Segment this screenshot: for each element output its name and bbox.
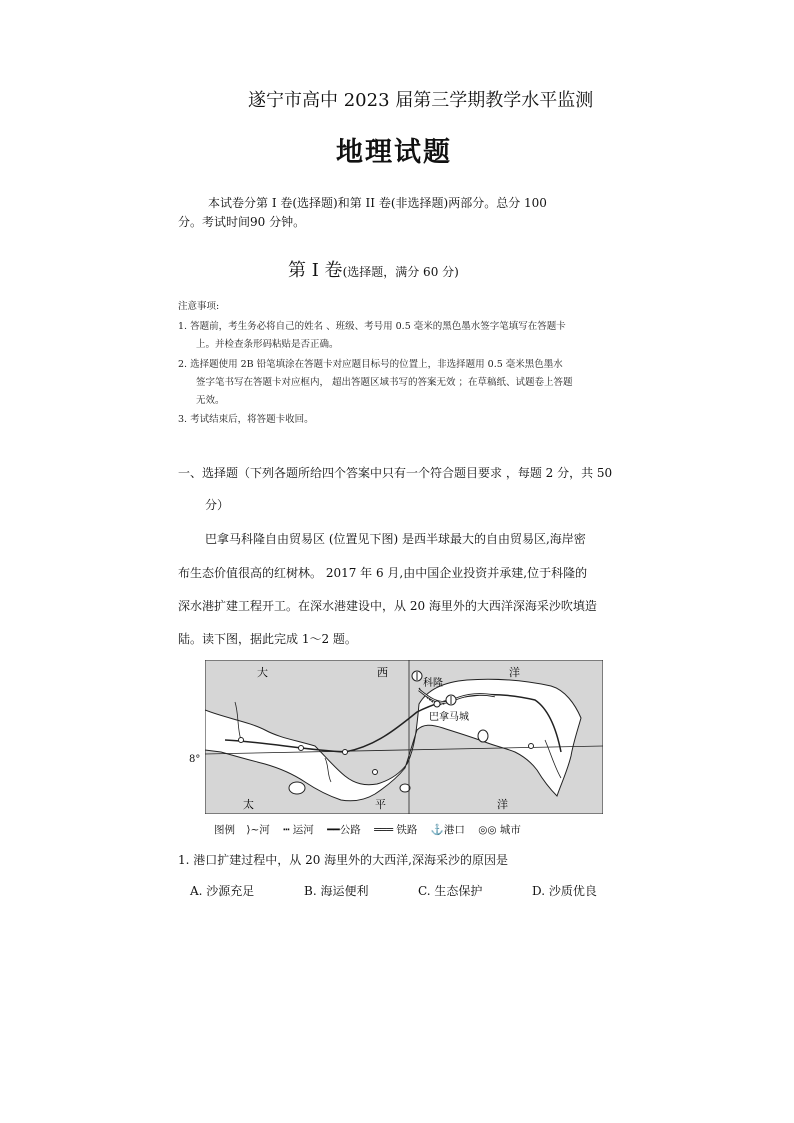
legend-title: 图例 <box>214 824 235 836</box>
notice-item: 1. 答题前，考生务必将自己的姓名 、班级、考号用 0.5 毫米的黑色墨水签字笔填写在答题卡 <box>178 321 566 332</box>
map-label-ocean: 洋 <box>497 798 508 811</box>
intro-line-2: 分。考试时间90 分钟。 <box>178 215 306 229</box>
notice-item: 签字笔书写在答题卡对应框内， 超出答题区域书写的答案无效 ；在草稿纸、试题卷上答题 <box>196 377 573 388</box>
option-c: C. 生态保护 <box>418 884 483 898</box>
map-label-ocean: 西 <box>377 666 388 679</box>
city-marker <box>529 744 534 749</box>
notice-item: 上。并检查条形码粘贴是否正确。 <box>196 339 339 350</box>
legend-railway: 铁路 <box>396 824 418 836</box>
island <box>289 782 305 794</box>
passage-line: 陆。读下图，据此完成 1～2 题。 <box>178 632 357 646</box>
latitude-label: 8° <box>189 754 201 765</box>
questions-section-line-2: 分） <box>205 498 230 512</box>
notice-item: 3. 考试结束后，将答题卡收回。 <box>178 414 314 425</box>
passage-line: 深水港扩建工程开工。在深水港建设中，从 20 海里外的大西洋深海采沙吹填造 <box>178 599 597 613</box>
notice-item: 无效。 <box>196 395 225 406</box>
map-label-ocean: 平 <box>375 798 386 811</box>
island <box>400 784 410 792</box>
city-marker <box>434 701 440 707</box>
canal-legend-icon: ┅ <box>283 824 290 836</box>
legend-port: 港口 <box>443 824 465 836</box>
road-legend-icon: ━━ <box>327 824 340 836</box>
city-marker <box>299 746 304 751</box>
intro-line-1: 本试卷分第 I 卷(选择题)和第 II 卷(非选择题)两部分。总分 100 <box>208 196 547 210</box>
port-legend-icon: ⚓ <box>430 824 444 836</box>
legend-canal: 运河 <box>292 824 314 836</box>
question-1-stem: 1. 港口扩建过程中，从 20 海里外的大西洋,深海采沙的原因是 <box>178 853 508 867</box>
island <box>478 730 488 742</box>
option-d: D. 沙质优良 <box>532 884 597 898</box>
river-legend-icon: ⟩~ <box>246 824 260 836</box>
map-label-city: 科隆 <box>423 678 443 689</box>
exam-title: 遂宁市高中 2023 届第三学期教学水平监测 <box>248 90 594 111</box>
city-legend-icon: ◎◎ <box>478 824 497 836</box>
port-icon <box>446 695 456 705</box>
passage-line: 巴拿马科隆自由贸易区 (位置见下图) 是西半球最大的自由贸易区,海岸密 <box>205 532 586 546</box>
city-marker <box>239 738 244 743</box>
option-a: A. 沙源充足 <box>190 884 255 898</box>
map-label-ocean: 洋 <box>509 666 520 679</box>
map-label-ocean: 太 <box>243 798 254 811</box>
subject-title: 地理试题 <box>336 137 452 168</box>
option-b: B. 海运便利 <box>304 884 369 898</box>
legend-city: 城市 <box>499 824 521 836</box>
questions-section-line-1: 一、选择题（下列各题所给四个答案中只有一个符合题目要求 ，每题 2 分，共 50 <box>178 466 613 480</box>
section-subtitle: (选择题，满分 60 分) <box>342 265 459 279</box>
map-legend <box>214 822 521 837</box>
notice-heading: 注意事项: <box>178 301 220 312</box>
city-marker <box>373 770 378 775</box>
city-marker <box>343 750 348 755</box>
section-heading <box>288 256 459 282</box>
railway-legend-icon: ═══ <box>374 824 394 836</box>
map-label-ocean: 大 <box>257 666 268 679</box>
legend-road: 公路 <box>339 824 361 836</box>
notice-item: 2. 选择题使用 2B 铅笔填涂在答题卡对应题目标号的位置上，非选择题用 0.5 毫米黑色墨水 <box>178 359 563 370</box>
section-title: 第 I 卷 <box>288 260 343 281</box>
panama-map <box>205 660 603 814</box>
passage-line: 布生态价值很高的红树林。 2017 年 6 月,由中国企业投资并承建,位于科隆的 <box>178 566 588 580</box>
port-icon <box>412 671 422 681</box>
legend-river: 河 <box>259 824 270 836</box>
map-label-city: 巴拿马城 <box>429 712 469 723</box>
